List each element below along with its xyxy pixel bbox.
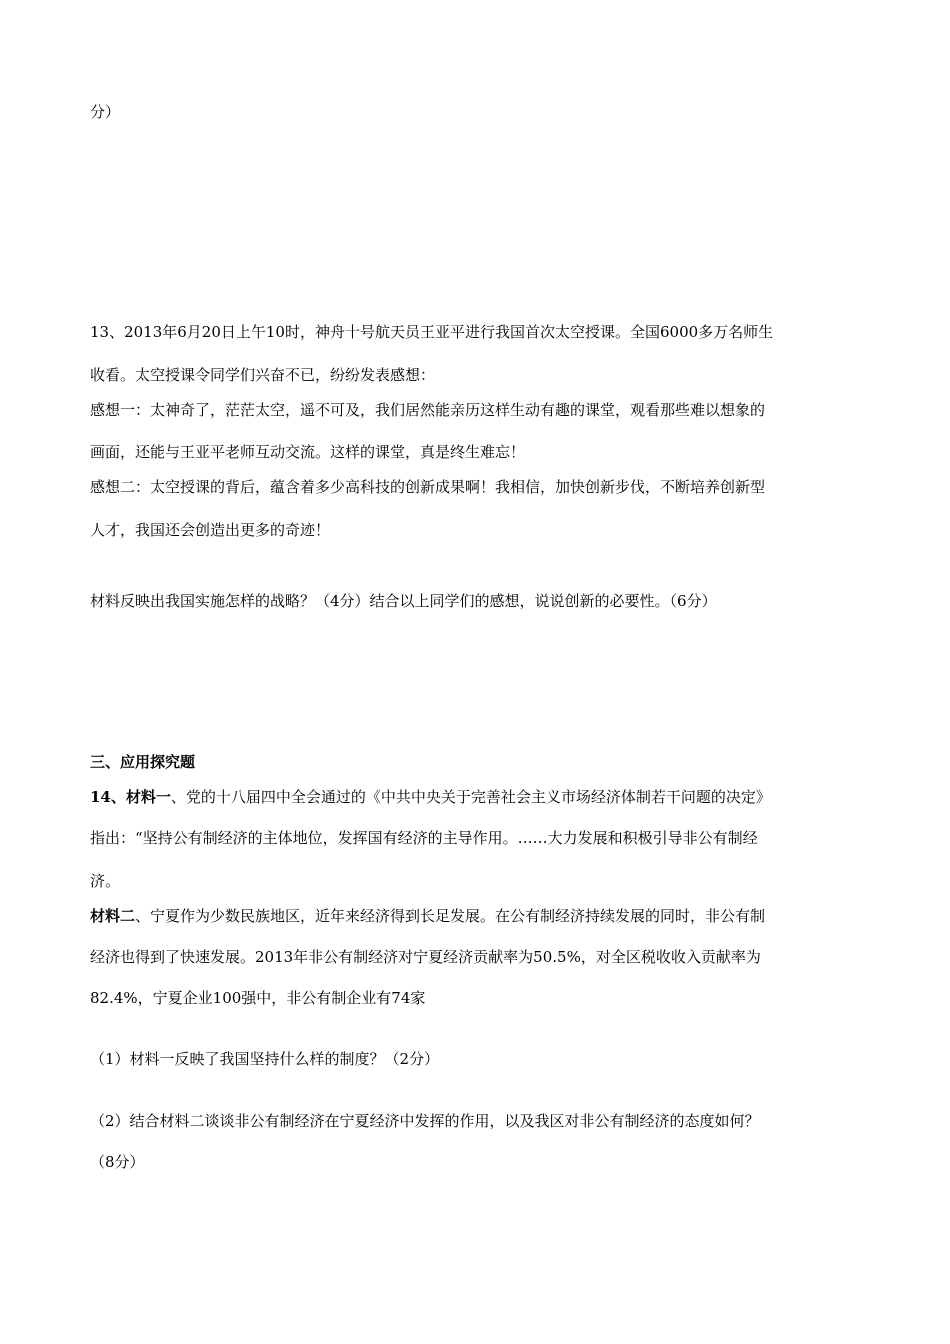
q14-material1-line-2: 指出：“坚持公有制经济的主体地位，发挥国有经济的主导作用。……大力发展和积极引导非公有制经 — [90, 829, 758, 847]
q14-material2-line-1 — [90, 906, 765, 926]
carryover-score-text: 分） — [90, 103, 121, 121]
q14-sub-question-2-line-2: （8分） — [90, 1153, 145, 1171]
q14-material1-line-1-text: 、党的十八届四中全会通过的《中共中央关于完善社会主义市场经济体制若干问题的决定》 — [170, 788, 771, 806]
q14-material2-line-3: 82.4%，宁夏企业100强中，非公有制企业有74家 — [90, 989, 426, 1007]
q14-material1-line-3: 济。 — [90, 872, 121, 890]
q13-intro-line-2: 收看。太空授课令同学们兴奋不已，纷纷发表感想： — [90, 366, 436, 384]
q14-material2-line-1-text: 、宁夏作为少数民族地区，近年来经济得到长足发展。在公有制经济持续发展的同时，非公有制 — [135, 907, 766, 925]
q13-intro-line-1: 13、2013年6月20日上午10时，神舟十号航天员王亚平进行我国首次太空授课。全国6000多万名师生 — [90, 323, 774, 341]
q13-feeling2-line-2: 人才，我国还会创造出更多的奇迹！ — [90, 521, 331, 539]
q13-feeling1-line-1: 感想一：太神奇了，茫茫太空，遥不可及，我们居然能亲历这样生动有趣的课堂，观看那些难以想象的 — [90, 401, 766, 419]
q14-material1-label: 14、材料一 — [90, 788, 171, 806]
q14-material2-line-2: 经济也得到了快速发展。2013年非公有制经济对宁夏经济贡献率为50.5%，对全区税收收入贡献率为 — [90, 948, 761, 966]
q13-feeling2-line-1: 感想二：太空授课的背后，蕴含着多少高科技的创新成果啊！我相信，加快创新步伐，不断培养创新型 — [90, 478, 766, 496]
q14-material1-line-1 — [90, 787, 771, 807]
q13-question: 材料反映出我国实施怎样的战略？（4分）结合以上同学们的感想，说说创新的必要性。（6分） — [90, 592, 717, 610]
q13-feeling1-line-2: 画面，还能与王亚平老师互动交流。这样的课堂，真是终生难忘！ — [90, 443, 526, 461]
q14-sub-question-2-line-1: （2）结合材料二谈谈非公有制经济在宁夏经济中发挥的作用，以及我区对非公有制经济的态度如何？ — [90, 1112, 760, 1130]
section-3-heading: 三、应用探究题 — [90, 753, 196, 771]
q14-material2-label: 材料二 — [90, 907, 136, 925]
q14-sub-question-1: （1）材料一反映了我国坚持什么样的制度？（2分） — [90, 1050, 440, 1068]
